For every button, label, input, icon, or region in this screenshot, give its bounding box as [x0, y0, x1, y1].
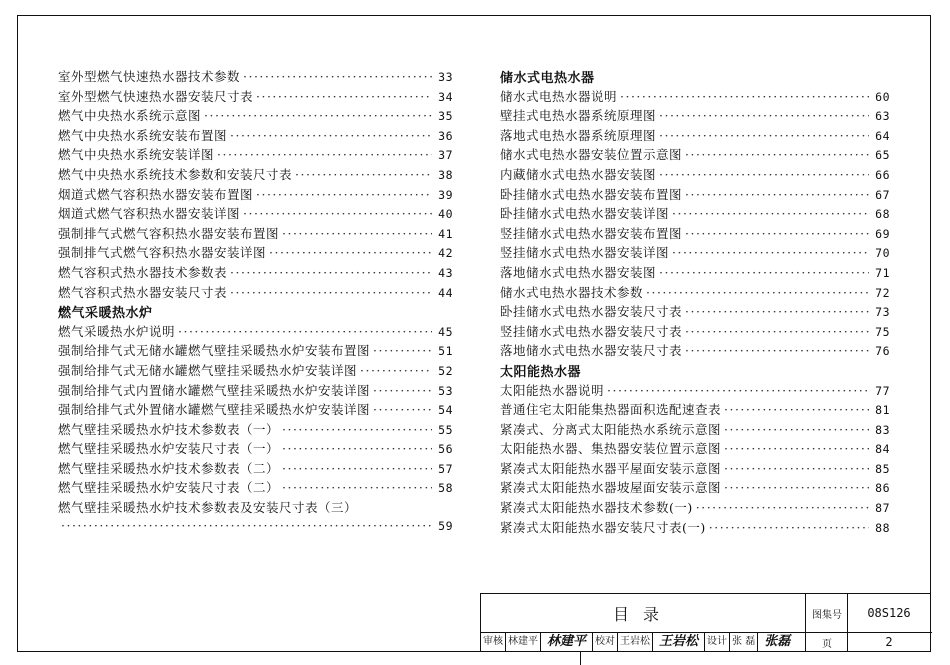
- toc-page-number: 77: [875, 383, 890, 398]
- toc-entry-title: 室外型燃气快速热水器技术参数: [58, 69, 241, 84]
- toc-page-number: 73: [875, 305, 890, 320]
- toc-leader-dots: [282, 480, 432, 495]
- toc-leader-dots: [256, 187, 432, 202]
- toc-entry-title: 普通住宅太阳能集热器面积选配速查表: [500, 402, 722, 418]
- toc-entry: [58, 145, 453, 165]
- toc-entry: [500, 283, 890, 303]
- toc-page-number: 52: [438, 363, 453, 378]
- toc-entry: [58, 459, 453, 479]
- page-label: 页: [822, 638, 832, 650]
- toc-entry: [58, 420, 453, 440]
- toc-entry-title: 燃气容积式热水器技术参数表: [58, 264, 228, 280]
- toc-page-number: 36: [438, 128, 453, 143]
- toc-leader-dots: [295, 167, 432, 182]
- toc-entry-title: 紧凑式太阳能热水器技术参数(一): [500, 500, 693, 516]
- toc-section-heading: [500, 67, 890, 87]
- toc-entry-title: 壁挂式电热水器系统原理图: [500, 108, 657, 124]
- toc-entry: [58, 283, 453, 303]
- toc-entry-title: 燃气中央热水系统安装详图: [58, 147, 215, 163]
- toc-entry-title: 落地储水式电热水器安装图: [500, 264, 657, 280]
- toc-page-number: 55: [438, 422, 453, 437]
- toc-leader-dots: [230, 285, 432, 300]
- toc-leader-dots: [217, 147, 432, 162]
- title-block-title: 目录: [612, 604, 673, 624]
- toc-page-number: 88: [875, 520, 890, 535]
- toc-entry-title: 燃气中央热水系统安装布置图: [58, 127, 228, 143]
- toc-leader-dots: [373, 383, 432, 398]
- toc-entry: [500, 224, 890, 244]
- toc-entry-title: 燃气中央热水系统技术参数和安装尺寸表: [58, 166, 293, 182]
- title-block: [480, 593, 931, 652]
- toc-entry-title: 储水式电热水器安装位置示意图: [500, 147, 683, 163]
- toc-page-number: 70: [875, 246, 890, 261]
- toc-page-number: 44: [438, 285, 453, 300]
- toc-entry-title: 太阳能热水器、集热器安装位置示意图: [500, 441, 722, 457]
- toc-entry: [500, 322, 890, 342]
- toc-entry-title: 内藏储水式电热水器安装图: [500, 166, 657, 182]
- toc-entry: [500, 478, 890, 498]
- toc-entry: [500, 400, 890, 420]
- toc-leader-dots: [696, 500, 869, 515]
- toc-entry: [58, 87, 453, 107]
- toc-entry: [58, 361, 453, 381]
- toc-entry-title: 竖挂储水式电热水器安装尺寸表: [500, 323, 683, 339]
- toc-entry-title: 燃气壁挂采暖热水炉安装尺寸表（一）: [58, 441, 280, 457]
- toc-entry-title: 竖挂储水式电热水器安装布置图: [500, 225, 683, 241]
- toc-entry: [58, 106, 453, 126]
- toc-leader-dots: [204, 108, 432, 123]
- toc-page-number: 83: [875, 422, 890, 437]
- toc-section-heading: [500, 361, 890, 381]
- toc-page-number: 85: [875, 461, 890, 476]
- toc-leader-dots: [685, 304, 869, 319]
- toc-heading-text: 太阳能热水器: [500, 364, 582, 380]
- page-number: 2: [885, 635, 893, 649]
- toc-entry: [58, 498, 453, 518]
- toc-leader-dots: [243, 206, 432, 221]
- fold-mark: [580, 652, 581, 665]
- toc-entry-title: 紧凑式、分离式太阳能热水系统示意图: [500, 421, 722, 437]
- toc-entry-title: 强制排气式燃气容积热水器安装布置图: [58, 225, 280, 241]
- toc-page-number: 56: [438, 442, 453, 457]
- toc-leader-dots: [373, 402, 432, 417]
- toc-page-number: 86: [875, 481, 890, 496]
- toc-entry-title: 强制给排气式无储水罐燃气壁挂采暖热水炉安装布置图: [58, 343, 371, 359]
- toc-leader-dots: [178, 324, 432, 339]
- toc-entry: [500, 243, 890, 263]
- toc-leader-dots: [685, 343, 869, 358]
- toc-page-number: 76: [875, 344, 890, 359]
- toc-entry: [500, 518, 890, 538]
- atlas-number: 08S126: [867, 606, 911, 620]
- toc-page-number: 34: [438, 89, 453, 104]
- toc-leader-dots: [282, 422, 432, 437]
- toc-page-number: 65: [875, 148, 890, 163]
- toc-leader-dots: [724, 480, 869, 495]
- toc-entry: [500, 126, 890, 146]
- toc-leader-dots: [646, 285, 869, 300]
- toc-entry: [58, 165, 453, 185]
- toc-leader-dots: [256, 89, 432, 104]
- toc-page-number: 81: [875, 403, 890, 418]
- toc-entry-title: 紧凑式太阳能热水器安装尺寸表(一): [500, 519, 706, 535]
- toc-leader-dots: [282, 441, 432, 456]
- toc-entry: [58, 439, 453, 459]
- toc-leader-dots: [672, 206, 869, 221]
- toc-entry: [58, 126, 453, 146]
- toc-page-number: 40: [438, 207, 453, 222]
- toc-page-number: 75: [875, 324, 890, 339]
- toc-entry: [500, 165, 890, 185]
- toc-heading-text: 储水式电热水器: [500, 71, 595, 86]
- toc-leader-dots: [230, 265, 432, 280]
- toc-entry-title: 燃气壁挂采暖热水炉技术参数表（二）: [58, 460, 280, 476]
- toc-leader-dots: [685, 187, 869, 202]
- title-block-divider: [805, 594, 806, 651]
- toc-entry: [500, 185, 890, 205]
- toc-leader-dots: [724, 402, 869, 417]
- toc-entry-title: 燃气采暖热水炉说明: [58, 323, 176, 339]
- toc-entry: [58, 341, 453, 361]
- toc-entry-title: 烟道式燃气容积热水器安装详图: [58, 206, 241, 222]
- toc-leader-dots: [659, 265, 869, 280]
- review-label: 审核: [481, 633, 506, 651]
- toc-page-number: 53: [438, 383, 453, 398]
- toc-entry: [500, 498, 890, 518]
- toc-page-number: 87: [875, 501, 890, 516]
- toc-page-number: 33: [438, 70, 453, 84]
- toc-entry: [500, 341, 890, 361]
- toc-leader-dots: [709, 520, 869, 535]
- toc-left-column: [58, 67, 453, 537]
- toc-entry: [58, 243, 453, 263]
- toc-leader-dots: [659, 108, 869, 123]
- toc-entry-continuation: [58, 518, 453, 538]
- toc-entry-title: 落地储水式电热水器安装尺寸表: [500, 343, 683, 359]
- toc-heading-text: 燃气采暖热水炉: [58, 306, 153, 322]
- toc-right-column: [500, 67, 890, 537]
- reviewer-signature: 林建平: [541, 633, 593, 651]
- toc-leader-dots: [61, 518, 432, 533]
- check-label: 校对: [593, 633, 618, 651]
- toc-leader-dots: [659, 128, 869, 143]
- toc-leader-dots: [230, 128, 432, 143]
- checker-signature: 王岩松: [653, 633, 705, 651]
- toc-entry: [58, 322, 453, 342]
- toc-page-number: 51: [438, 344, 453, 359]
- toc-page-number: 71: [875, 265, 890, 280]
- toc-leader-dots: [373, 343, 432, 358]
- toc-leader-dots: [620, 89, 869, 104]
- toc-leader-dots: [243, 69, 432, 84]
- toc-page-number: 67: [875, 187, 890, 202]
- toc-page-number: 63: [875, 109, 890, 124]
- toc-entry: [58, 185, 453, 205]
- toc-entry: [500, 204, 890, 224]
- toc-entry-title: 紧凑式太阳能热水器平屋面安装示意图: [500, 460, 722, 476]
- toc-page-number: 39: [438, 187, 453, 202]
- toc-leader-dots: [685, 147, 869, 162]
- toc-page-number: 42: [438, 246, 453, 261]
- toc-entry: [58, 67, 453, 87]
- toc-entry: [58, 204, 453, 224]
- toc-page-number: 38: [438, 167, 453, 182]
- toc-entry: [500, 263, 890, 283]
- toc-entry-title: 强制给排气式内置储水罐燃气壁挂采暖热水炉安装详图: [58, 382, 371, 398]
- toc-leader-dots: [360, 363, 432, 378]
- toc-page-number: 72: [875, 285, 890, 300]
- toc-entry-title: 燃气壁挂采暖热水炉技术参数表及安装尺寸表（三）: [58, 500, 358, 516]
- toc-page-number: 60: [875, 89, 890, 104]
- toc-entry-title: 卧挂储水式电热水器安装布置图: [500, 186, 683, 202]
- toc-page-number: 43: [438, 265, 453, 280]
- toc-entry: [500, 302, 890, 322]
- toc-leader-dots: [724, 441, 869, 456]
- toc-leader-dots: [282, 226, 432, 241]
- toc-entry: [500, 439, 890, 459]
- reviewer-name: 林建平: [506, 633, 541, 651]
- toc-entry-title: 储水式电热水器说明: [500, 88, 618, 104]
- toc-entry: [500, 381, 890, 401]
- toc-entry-title: 强制给排气式外置储水罐燃气壁挂采暖热水炉安装详图: [58, 402, 371, 418]
- toc-page-number: 84: [875, 442, 890, 457]
- toc-entry: [58, 224, 453, 244]
- checker-name: 王岩松: [618, 633, 653, 651]
- toc-entry: [500, 420, 890, 440]
- toc-leader-dots: [269, 245, 432, 260]
- toc-leader-dots: [659, 167, 869, 182]
- toc-leader-dots: [282, 461, 432, 476]
- toc-page-number: 54: [438, 403, 453, 418]
- toc-page-number: 66: [875, 167, 890, 182]
- toc-page-number: 45: [438, 324, 453, 339]
- toc-entry: [58, 381, 453, 401]
- toc-entry: [500, 106, 890, 126]
- toc-page-number: 58: [438, 481, 453, 496]
- toc-entry-title: 强制排气式燃气容积热水器安装详图: [58, 245, 267, 261]
- toc-page-number: 37: [438, 148, 453, 163]
- toc-entry: [500, 87, 890, 107]
- toc-leader-dots: [672, 245, 869, 260]
- toc-page-number: 59: [438, 518, 453, 533]
- toc-entry-title: 燃气中央热水系统示意图: [58, 108, 202, 124]
- toc-leader-dots: [724, 422, 869, 437]
- toc-entry: [58, 263, 453, 283]
- toc-entry-title: 太阳能热水器说明: [500, 382, 605, 398]
- toc-leader-dots: [607, 383, 869, 398]
- toc-entry: [58, 400, 453, 420]
- signature-row: [481, 633, 805, 651]
- toc-entry-title: 燃气壁挂采暖热水炉安装尺寸表（二）: [58, 480, 280, 496]
- toc-page-number: 68: [875, 207, 890, 222]
- toc-page-number: 69: [875, 226, 890, 241]
- toc-entry-title: 强制给排气式无储水罐燃气壁挂采暖热水炉安装详图: [58, 362, 358, 378]
- designer-signature: 张磊: [764, 634, 791, 649]
- toc-entry-title: 烟道式燃气容积热水器安装布置图: [58, 186, 254, 202]
- toc-entry-title: 紧凑式太阳能热水器坡屋面安装示意图: [500, 480, 722, 496]
- toc-leader-dots: [685, 226, 869, 241]
- toc-entry: [58, 478, 453, 498]
- toc-page-number: 41: [438, 226, 453, 241]
- design-label: 设计: [705, 633, 730, 651]
- toc-entry-title: 燃气壁挂采暖热水炉技术参数表（一）: [58, 421, 280, 437]
- atlas-number-label: 图集号: [812, 609, 842, 621]
- toc-page-number: 64: [875, 128, 890, 143]
- toc-entry: [500, 145, 890, 165]
- toc-entry-title: 燃气容积式热水器安装尺寸表: [58, 284, 228, 300]
- toc-leader-dots: [685, 324, 869, 339]
- toc-entry: [500, 459, 890, 479]
- toc-leader-dots: [724, 461, 869, 476]
- toc-entry-title: 储水式电热水器技术参数: [500, 284, 644, 300]
- toc-entry-title: 室外型燃气快速热水器安装尺寸表: [58, 88, 254, 104]
- toc-entry-title: 卧挂储水式电热水器安装尺寸表: [500, 304, 683, 320]
- toc-section-heading: [58, 302, 453, 322]
- toc-entry-title: 卧挂储水式电热水器安装详图: [500, 206, 670, 222]
- toc-page-number: 57: [438, 461, 453, 476]
- toc-entry-title: 竖挂储水式电热水器安装详图: [500, 245, 670, 261]
- toc-entry-title: 落地式电热水器系统原理图: [500, 127, 657, 143]
- designer-name: 张 磊: [730, 633, 758, 651]
- toc-page-number: 35: [438, 109, 453, 124]
